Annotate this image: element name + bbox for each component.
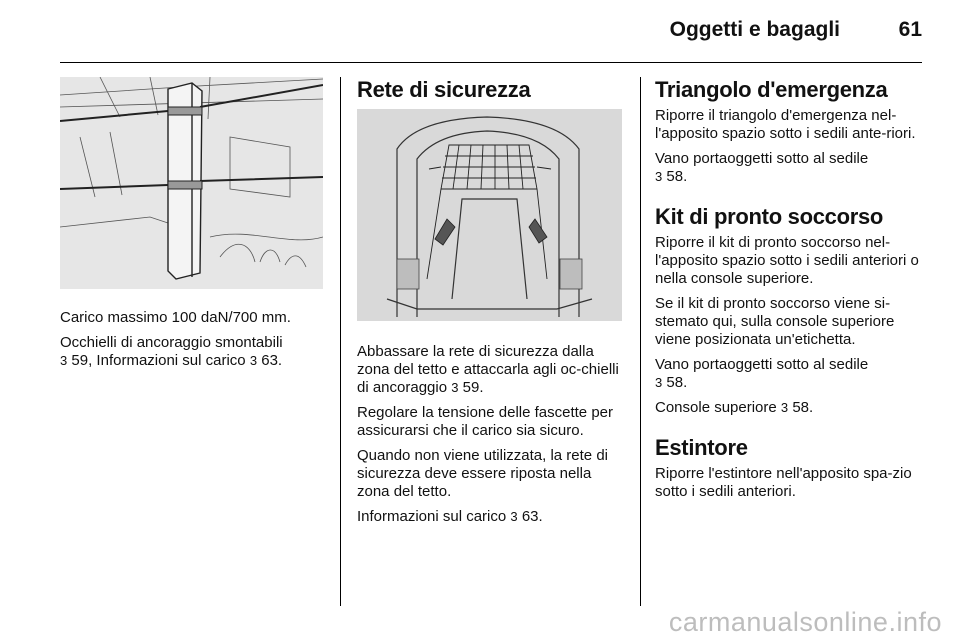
paragraph: Carico massimo 100 daN/700 mm. (60, 309, 291, 326)
page-reference-icon: 3 (249, 353, 258, 368)
text: . (277, 352, 283, 369)
link-ref[interactable]: 58 (666, 168, 684, 185)
paragraph (357, 343, 624, 397)
text: Vano portaoggetti sotto al sedile (655, 150, 869, 167)
text: . (683, 168, 688, 185)
paragraph: Regolare la tensione delle fascette per assicurarsi che il carico sia sicuro. (357, 404, 613, 439)
text: . (683, 374, 688, 391)
page-reference-icon: 3 (780, 400, 789, 415)
paragraph: Quando non viene utilizzata, la rete di sicurezza deve essere riposta nella zona del tetto. (357, 447, 608, 500)
safety-net-illustration (357, 109, 622, 321)
safety-net-drawing (357, 109, 622, 321)
link-ref[interactable]: 59 (71, 352, 89, 369)
link-ref[interactable]: 63 (261, 352, 278, 369)
column-3 (655, 77, 923, 508)
cargo-pillar-drawing (60, 77, 323, 289)
paragraph: Riporre il triangolo d'emergenza nel-l'apposito spazio sotto i sedili ante-riori. (655, 107, 916, 142)
cargo-pillar-illustration (60, 77, 323, 289)
page-header (60, 0, 922, 63)
section-heading: Estintore (655, 435, 748, 460)
text: Abbassare la rete di sicurezza dalla zona del tetto e attaccarla agli oc-chielli di ancoraggio (357, 343, 619, 396)
link-ref[interactable]: 58 (666, 374, 684, 391)
page-reference-icon: 3 (60, 353, 68, 368)
column-divider (640, 77, 641, 606)
text: . (809, 399, 814, 416)
paragraph: Riporre il kit di pronto soccorso nel-l'apposito spazio sotto i sedili anteriori o nella console superiore. (655, 234, 919, 287)
text: . (538, 508, 543, 525)
column-1 (60, 77, 325, 377)
page-reference-icon: 3 (655, 169, 663, 184)
column-divider (340, 77, 341, 606)
paragraph: Riporre l'estintore nell'apposito spa-zio sotto i sedili anteriori. (655, 465, 912, 500)
text: . (479, 379, 484, 396)
page-number: 61 (898, 18, 922, 41)
section-heading: Kit di pronto soccorso (655, 204, 884, 229)
link-ref[interactable]: 58 (792, 399, 809, 416)
text: Console superiore (655, 399, 781, 416)
paragraph (655, 356, 923, 392)
section-heading: Rete di sicurezza (357, 77, 531, 102)
link-ref[interactable]: 59 (462, 379, 480, 396)
link-ref[interactable]: 63 (521, 508, 539, 525)
paragraph (655, 399, 923, 417)
section-heading: Triangolo d'emergenza (655, 77, 888, 102)
text: Vano portaoggetti sotto al sedile (655, 356, 869, 373)
page-reference-icon: 3 (451, 380, 459, 395)
text: , Informazioni sul carico (88, 352, 250, 369)
page-reference-icon: 3 (655, 375, 663, 390)
paragraph: Occhielli di ancoraggio smontabili (60, 334, 283, 351)
text: Informazioni sul carico (357, 508, 511, 525)
watermark: carmanualsonline.info (668, 607, 942, 637)
page-reference-icon: 3 (510, 509, 518, 524)
reference-line (60, 352, 325, 370)
paragraph (357, 508, 624, 526)
paragraph: Se il kit di pronto soccorso viene si-stemato qui, sulla console superiore viene posizionata un'etichetta. (655, 295, 895, 348)
paragraph (655, 150, 923, 186)
header-title: Oggetti e bagagli (669, 18, 840, 41)
column-2 (357, 77, 624, 533)
